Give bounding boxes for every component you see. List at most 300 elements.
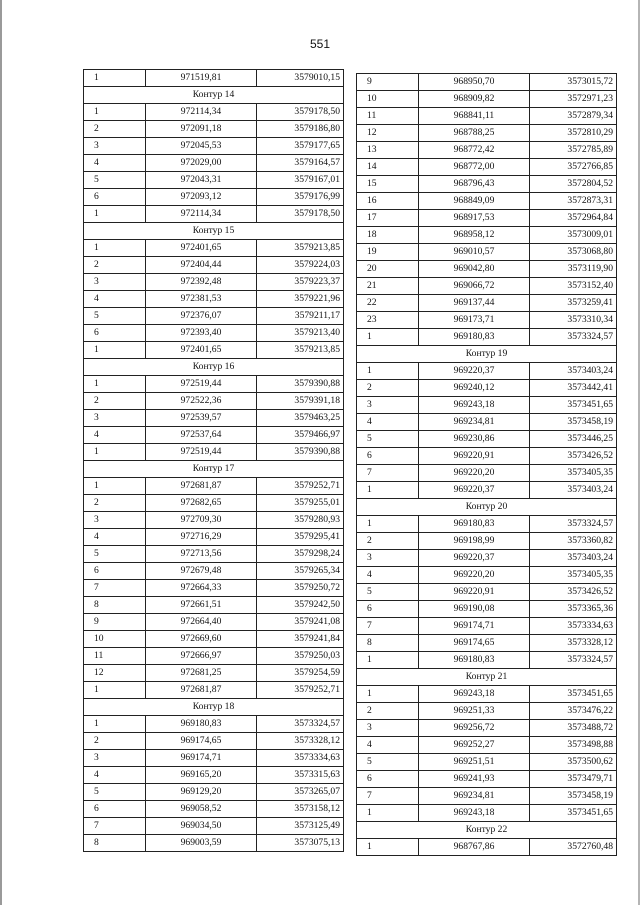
y-coordinate: 3572760,48 bbox=[530, 839, 617, 856]
point-number: 20 bbox=[357, 261, 419, 278]
y-coordinate: 3579176,99 bbox=[257, 189, 344, 206]
coordinate-row bbox=[357, 227, 617, 244]
coordinate-row bbox=[84, 274, 344, 291]
contour-title: Контур 20 bbox=[357, 499, 617, 516]
point-number: 1 bbox=[84, 240, 146, 257]
y-coordinate: 3579211,17 bbox=[257, 308, 344, 325]
point-number: 3 bbox=[84, 410, 146, 427]
coordinate-row bbox=[84, 835, 344, 852]
point-number: 5 bbox=[84, 172, 146, 189]
x-coordinate: 972401,65 bbox=[146, 240, 257, 257]
point-number: 9 bbox=[84, 614, 146, 631]
coordinate-row bbox=[357, 635, 617, 652]
coordinate-row bbox=[84, 257, 344, 274]
contour-title: Контур 16 bbox=[84, 359, 344, 376]
y-coordinate: 3573334,63 bbox=[530, 618, 617, 635]
y-coordinate: 3573360,82 bbox=[530, 533, 617, 550]
x-coordinate: 972681,87 bbox=[146, 682, 257, 699]
point-number: 6 bbox=[84, 563, 146, 580]
y-coordinate: 3573324,57 bbox=[530, 652, 617, 669]
y-coordinate: 3572785,89 bbox=[530, 142, 617, 159]
point-number: 17 bbox=[357, 210, 419, 227]
y-coordinate: 3573259,41 bbox=[530, 295, 617, 312]
point-number: 1 bbox=[357, 686, 419, 703]
point-number: 4 bbox=[84, 427, 146, 444]
y-coordinate: 3573265,07 bbox=[257, 784, 344, 801]
coordinate-row bbox=[84, 240, 344, 257]
point-number: 4 bbox=[84, 155, 146, 172]
x-coordinate: 969180,83 bbox=[146, 716, 257, 733]
coordinate-row bbox=[84, 648, 344, 665]
x-coordinate: 969220,91 bbox=[419, 584, 530, 601]
coordinate-row bbox=[84, 172, 344, 189]
x-coordinate: 972666,97 bbox=[146, 648, 257, 665]
coordinate-row bbox=[84, 70, 344, 87]
x-coordinate: 972029,00 bbox=[146, 155, 257, 172]
y-coordinate: 3579265,34 bbox=[257, 563, 344, 580]
coordinate-row bbox=[357, 567, 617, 584]
point-number: 10 bbox=[357, 91, 419, 108]
point-number: 12 bbox=[357, 125, 419, 142]
coordinate-row bbox=[84, 444, 344, 461]
point-number: 16 bbox=[357, 193, 419, 210]
coordinate-row bbox=[84, 325, 344, 342]
point-number: 3 bbox=[84, 138, 146, 155]
x-coordinate: 969180,83 bbox=[419, 329, 530, 346]
y-coordinate: 3573451,65 bbox=[530, 805, 617, 822]
point-number: 23 bbox=[357, 312, 419, 329]
y-coordinate: 3579255,01 bbox=[257, 495, 344, 512]
coordinate-row bbox=[84, 801, 344, 818]
y-coordinate: 3573476,22 bbox=[530, 703, 617, 720]
x-coordinate: 969220,20 bbox=[419, 567, 530, 584]
y-coordinate: 3573426,52 bbox=[530, 448, 617, 465]
contour-header-row bbox=[84, 223, 344, 240]
x-coordinate: 972091,18 bbox=[146, 121, 257, 138]
x-coordinate: 968788,25 bbox=[419, 125, 530, 142]
coordinate-row bbox=[357, 703, 617, 720]
point-number: 1 bbox=[357, 839, 419, 856]
coordinate-row bbox=[84, 342, 344, 359]
point-number: 2 bbox=[357, 533, 419, 550]
x-coordinate: 968917,53 bbox=[419, 210, 530, 227]
contour-title: Контур 17 bbox=[84, 461, 344, 478]
y-coordinate: 3579241,08 bbox=[257, 614, 344, 631]
y-coordinate: 3573125,49 bbox=[257, 818, 344, 835]
coordinate-row bbox=[357, 482, 617, 499]
y-coordinate: 3573324,57 bbox=[530, 329, 617, 346]
y-coordinate: 3572810,29 bbox=[530, 125, 617, 142]
x-coordinate: 969251,51 bbox=[419, 754, 530, 771]
x-coordinate: 969058,52 bbox=[146, 801, 257, 818]
point-number: 3 bbox=[357, 550, 419, 567]
contour-header-row bbox=[84, 461, 344, 478]
x-coordinate: 968772,00 bbox=[419, 159, 530, 176]
coordinate-row bbox=[357, 244, 617, 261]
y-coordinate: 3572766,85 bbox=[530, 159, 617, 176]
coordinate-row bbox=[357, 74, 617, 91]
coordinate-row bbox=[84, 682, 344, 699]
x-coordinate: 968950,70 bbox=[419, 74, 530, 91]
y-coordinate: 3579241,84 bbox=[257, 631, 344, 648]
coordinate-row bbox=[84, 512, 344, 529]
coordinate-row bbox=[357, 754, 617, 771]
x-coordinate: 969243,18 bbox=[419, 397, 530, 414]
coordinate-row bbox=[357, 159, 617, 176]
x-coordinate: 969241,93 bbox=[419, 771, 530, 788]
y-coordinate: 3573324,57 bbox=[530, 516, 617, 533]
x-coordinate: 972681,25 bbox=[146, 665, 257, 682]
x-coordinate: 969190,08 bbox=[419, 601, 530, 618]
point-number: 5 bbox=[84, 784, 146, 801]
point-number: 7 bbox=[357, 788, 419, 805]
point-number: 8 bbox=[357, 635, 419, 652]
coordinate-row bbox=[357, 193, 617, 210]
y-coordinate: 3572873,31 bbox=[530, 193, 617, 210]
x-coordinate: 972114,34 bbox=[146, 206, 257, 223]
x-coordinate: 969243,18 bbox=[419, 805, 530, 822]
contour-header-row bbox=[357, 346, 617, 363]
x-coordinate: 972537,64 bbox=[146, 427, 257, 444]
point-number: 12 bbox=[84, 665, 146, 682]
coordinate-row bbox=[84, 376, 344, 393]
y-coordinate: 3573479,71 bbox=[530, 771, 617, 788]
point-number: 7 bbox=[357, 465, 419, 482]
coordinate-row bbox=[84, 563, 344, 580]
y-coordinate: 3579223,37 bbox=[257, 274, 344, 291]
point-number: 8 bbox=[84, 597, 146, 614]
coordinate-row bbox=[84, 546, 344, 563]
point-number: 6 bbox=[357, 771, 419, 788]
point-number: 1 bbox=[84, 104, 146, 121]
coordinate-row bbox=[357, 720, 617, 737]
y-coordinate: 3573365,36 bbox=[530, 601, 617, 618]
contour-header-row bbox=[84, 359, 344, 376]
coordinate-row bbox=[84, 733, 344, 750]
point-number: 1 bbox=[357, 482, 419, 499]
y-coordinate: 3579213,85 bbox=[257, 342, 344, 359]
x-coordinate: 968767,86 bbox=[419, 839, 530, 856]
y-coordinate: 3579250,03 bbox=[257, 648, 344, 665]
x-coordinate: 969180,83 bbox=[419, 652, 530, 669]
point-number: 4 bbox=[84, 291, 146, 308]
contour-header-row bbox=[84, 87, 344, 104]
x-coordinate: 969066,72 bbox=[419, 278, 530, 295]
coordinate-row bbox=[84, 767, 344, 784]
point-number: 1 bbox=[84, 70, 146, 87]
coordinate-row bbox=[357, 363, 617, 380]
x-coordinate: 968958,12 bbox=[419, 227, 530, 244]
coordinate-row bbox=[84, 750, 344, 767]
y-coordinate: 3573324,57 bbox=[257, 716, 344, 733]
y-coordinate: 3579213,40 bbox=[257, 325, 344, 342]
contour-title: Контур 19 bbox=[357, 346, 617, 363]
point-number: 1 bbox=[84, 376, 146, 393]
x-coordinate: 969042,80 bbox=[419, 261, 530, 278]
x-coordinate: 968772,42 bbox=[419, 142, 530, 159]
x-coordinate: 972661,51 bbox=[146, 597, 257, 614]
point-number: 3 bbox=[84, 512, 146, 529]
x-coordinate: 972713,56 bbox=[146, 546, 257, 563]
coordinate-row bbox=[84, 597, 344, 614]
coordinate-row bbox=[84, 206, 344, 223]
y-coordinate: 3573152,40 bbox=[530, 278, 617, 295]
coordinate-row bbox=[357, 380, 617, 397]
point-number: 13 bbox=[357, 142, 419, 159]
coordinate-row bbox=[357, 771, 617, 788]
coordinate-row bbox=[84, 495, 344, 512]
x-coordinate: 969220,91 bbox=[419, 448, 530, 465]
point-number: 4 bbox=[357, 567, 419, 584]
point-number: 1 bbox=[357, 805, 419, 822]
x-coordinate: 969252,27 bbox=[419, 737, 530, 754]
x-coordinate: 969230,86 bbox=[419, 431, 530, 448]
coordinate-row bbox=[357, 125, 617, 142]
point-number: 5 bbox=[84, 546, 146, 563]
point-number: 10 bbox=[84, 631, 146, 648]
y-coordinate: 3579391,18 bbox=[257, 393, 344, 410]
point-number: 6 bbox=[84, 801, 146, 818]
coordinate-row bbox=[357, 465, 617, 482]
x-coordinate: 969180,83 bbox=[419, 516, 530, 533]
x-coordinate: 969220,37 bbox=[419, 363, 530, 380]
y-coordinate: 3579178,50 bbox=[257, 104, 344, 121]
point-number: 1 bbox=[84, 206, 146, 223]
x-coordinate: 972519,44 bbox=[146, 444, 257, 461]
x-coordinate: 972664,33 bbox=[146, 580, 257, 597]
point-number: 4 bbox=[84, 529, 146, 546]
point-number: 2 bbox=[357, 380, 419, 397]
coordinate-row bbox=[357, 261, 617, 278]
y-coordinate: 3573328,12 bbox=[257, 733, 344, 750]
y-coordinate: 3573075,13 bbox=[257, 835, 344, 852]
point-number: 9 bbox=[357, 74, 419, 91]
coordinate-row bbox=[357, 516, 617, 533]
coordinate-row bbox=[357, 550, 617, 567]
coordinate-row bbox=[84, 614, 344, 631]
y-coordinate: 3573009,01 bbox=[530, 227, 617, 244]
point-number: 1 bbox=[84, 716, 146, 733]
y-coordinate: 3579250,72 bbox=[257, 580, 344, 597]
point-number: 3 bbox=[84, 274, 146, 291]
y-coordinate: 3573403,24 bbox=[530, 550, 617, 567]
x-coordinate: 972093,12 bbox=[146, 189, 257, 206]
point-number: 11 bbox=[357, 108, 419, 125]
y-coordinate: 3579221,96 bbox=[257, 291, 344, 308]
y-coordinate: 3579466,97 bbox=[257, 427, 344, 444]
y-coordinate: 3579186,80 bbox=[257, 121, 344, 138]
x-coordinate: 969010,57 bbox=[419, 244, 530, 261]
coordinate-row bbox=[357, 788, 617, 805]
point-number: 3 bbox=[357, 397, 419, 414]
y-coordinate: 3573068,80 bbox=[530, 244, 617, 261]
coordinate-row bbox=[84, 121, 344, 138]
contour-title: Контур 22 bbox=[357, 822, 617, 839]
x-coordinate: 969256,72 bbox=[419, 720, 530, 737]
y-coordinate: 3579242,50 bbox=[257, 597, 344, 614]
x-coordinate: 969174,65 bbox=[419, 635, 530, 652]
coordinate-row bbox=[84, 393, 344, 410]
x-coordinate: 972522,36 bbox=[146, 393, 257, 410]
x-coordinate: 969129,20 bbox=[146, 784, 257, 801]
x-coordinate: 969003,59 bbox=[146, 835, 257, 852]
point-number: 2 bbox=[357, 703, 419, 720]
coordinate-row bbox=[357, 686, 617, 703]
y-coordinate: 3579164,57 bbox=[257, 155, 344, 172]
y-coordinate: 3573158,12 bbox=[257, 801, 344, 818]
x-coordinate: 972392,48 bbox=[146, 274, 257, 291]
x-coordinate: 972664,40 bbox=[146, 614, 257, 631]
x-coordinate: 972716,29 bbox=[146, 529, 257, 546]
x-coordinate: 972519,44 bbox=[146, 376, 257, 393]
point-number: 1 bbox=[357, 652, 419, 669]
coordinate-row bbox=[357, 176, 617, 193]
point-number: 22 bbox=[357, 295, 419, 312]
page-number: 551 bbox=[309, 37, 331, 51]
point-number: 5 bbox=[357, 431, 419, 448]
point-number: 2 bbox=[84, 393, 146, 410]
page-left-edge bbox=[0, 0, 2, 905]
y-coordinate: 3573442,41 bbox=[530, 380, 617, 397]
y-coordinate: 3573328,12 bbox=[530, 635, 617, 652]
y-coordinate: 3579224,03 bbox=[257, 257, 344, 274]
y-coordinate: 3579298,24 bbox=[257, 546, 344, 563]
x-coordinate: 969174,71 bbox=[419, 618, 530, 635]
point-number: 1 bbox=[84, 342, 146, 359]
coordinate-row bbox=[84, 138, 344, 155]
point-number: 1 bbox=[357, 516, 419, 533]
y-coordinate: 3579280,93 bbox=[257, 512, 344, 529]
point-number: 18 bbox=[357, 227, 419, 244]
y-coordinate: 3579463,25 bbox=[257, 410, 344, 427]
y-coordinate: 3573451,65 bbox=[530, 686, 617, 703]
point-number: 6 bbox=[357, 448, 419, 465]
coordinate-row bbox=[357, 805, 617, 822]
y-coordinate: 3572971,23 bbox=[530, 91, 617, 108]
point-number: 2 bbox=[84, 121, 146, 138]
y-coordinate: 3573403,24 bbox=[530, 482, 617, 499]
coordinate-row bbox=[84, 665, 344, 682]
y-coordinate: 3572964,84 bbox=[530, 210, 617, 227]
point-number: 2 bbox=[84, 733, 146, 750]
contour-title: Контур 18 bbox=[84, 699, 344, 716]
x-coordinate: 969165,20 bbox=[146, 767, 257, 784]
x-coordinate: 969243,18 bbox=[419, 686, 530, 703]
coordinate-row bbox=[84, 716, 344, 733]
y-coordinate: 3579390,88 bbox=[257, 376, 344, 393]
point-number: 3 bbox=[357, 720, 419, 737]
point-number: 4 bbox=[357, 737, 419, 754]
y-coordinate: 3579390,88 bbox=[257, 444, 344, 461]
x-coordinate: 972381,53 bbox=[146, 291, 257, 308]
x-coordinate: 969240,12 bbox=[419, 380, 530, 397]
y-coordinate: 3573405,35 bbox=[530, 567, 617, 584]
point-number: 6 bbox=[357, 601, 419, 618]
coordinate-row bbox=[84, 155, 344, 172]
coordinate-row bbox=[357, 448, 617, 465]
x-coordinate: 972045,53 bbox=[146, 138, 257, 155]
y-coordinate: 3572804,52 bbox=[530, 176, 617, 193]
x-coordinate: 969174,65 bbox=[146, 733, 257, 750]
coordinate-row bbox=[357, 533, 617, 550]
x-coordinate: 972376,07 bbox=[146, 308, 257, 325]
contour-title: Контур 21 bbox=[357, 669, 617, 686]
point-number: 1 bbox=[357, 329, 419, 346]
y-coordinate: 3579213,85 bbox=[257, 240, 344, 257]
x-coordinate: 969234,81 bbox=[419, 414, 530, 431]
x-coordinate: 968909,82 bbox=[419, 91, 530, 108]
coordinate-row bbox=[84, 291, 344, 308]
contour-header-row bbox=[357, 499, 617, 516]
y-coordinate: 3573426,52 bbox=[530, 584, 617, 601]
coordinate-row bbox=[357, 295, 617, 312]
x-coordinate: 968841,11 bbox=[419, 108, 530, 125]
point-number: 15 bbox=[357, 176, 419, 193]
coordinate-row bbox=[357, 584, 617, 601]
coordinate-row bbox=[84, 104, 344, 121]
coordinate-row bbox=[357, 601, 617, 618]
coordinate-row bbox=[84, 784, 344, 801]
coordinate-row bbox=[84, 529, 344, 546]
x-coordinate: 969251,33 bbox=[419, 703, 530, 720]
coordinate-row bbox=[84, 818, 344, 835]
point-number: 4 bbox=[84, 767, 146, 784]
contour-header-row bbox=[357, 669, 617, 686]
x-coordinate: 969220,37 bbox=[419, 550, 530, 567]
point-number: 1 bbox=[84, 478, 146, 495]
y-coordinate: 3573310,34 bbox=[530, 312, 617, 329]
x-coordinate: 972404,44 bbox=[146, 257, 257, 274]
y-coordinate: 3573405,35 bbox=[530, 465, 617, 482]
coordinate-row bbox=[357, 108, 617, 125]
coordinate-row bbox=[357, 618, 617, 635]
point-number: 19 bbox=[357, 244, 419, 261]
coordinate-row bbox=[84, 580, 344, 597]
x-coordinate: 969034,50 bbox=[146, 818, 257, 835]
coordinate-row bbox=[357, 210, 617, 227]
coordinate-row bbox=[357, 652, 617, 669]
x-coordinate: 969234,81 bbox=[419, 788, 530, 805]
point-number: 8 bbox=[84, 835, 146, 852]
point-number: 2 bbox=[84, 495, 146, 512]
contour-header-row bbox=[357, 822, 617, 839]
y-coordinate: 3573119,90 bbox=[530, 261, 617, 278]
x-coordinate: 972114,34 bbox=[146, 104, 257, 121]
y-coordinate: 3573015,72 bbox=[530, 74, 617, 91]
y-coordinate: 3573500,62 bbox=[530, 754, 617, 771]
y-coordinate: 3579010,15 bbox=[257, 70, 344, 87]
coordinate-row bbox=[357, 329, 617, 346]
point-number: 5 bbox=[357, 754, 419, 771]
point-number: 4 bbox=[357, 414, 419, 431]
y-coordinate: 3573315,63 bbox=[257, 767, 344, 784]
y-coordinate: 3579178,50 bbox=[257, 206, 344, 223]
coordinate-row bbox=[357, 91, 617, 108]
coordinates-table-left bbox=[83, 69, 344, 852]
coordinate-row bbox=[84, 410, 344, 427]
point-number: 7 bbox=[84, 818, 146, 835]
x-coordinate: 968849,09 bbox=[419, 193, 530, 210]
point-number: 11 bbox=[84, 648, 146, 665]
point-number: 2 bbox=[84, 257, 146, 274]
y-coordinate: 3573458,19 bbox=[530, 788, 617, 805]
coordinate-row bbox=[357, 142, 617, 159]
x-coordinate: 972681,87 bbox=[146, 478, 257, 495]
point-number: 1 bbox=[357, 363, 419, 380]
x-coordinate: 969220,20 bbox=[419, 465, 530, 482]
coordinate-row bbox=[84, 189, 344, 206]
coordinate-row bbox=[84, 631, 344, 648]
